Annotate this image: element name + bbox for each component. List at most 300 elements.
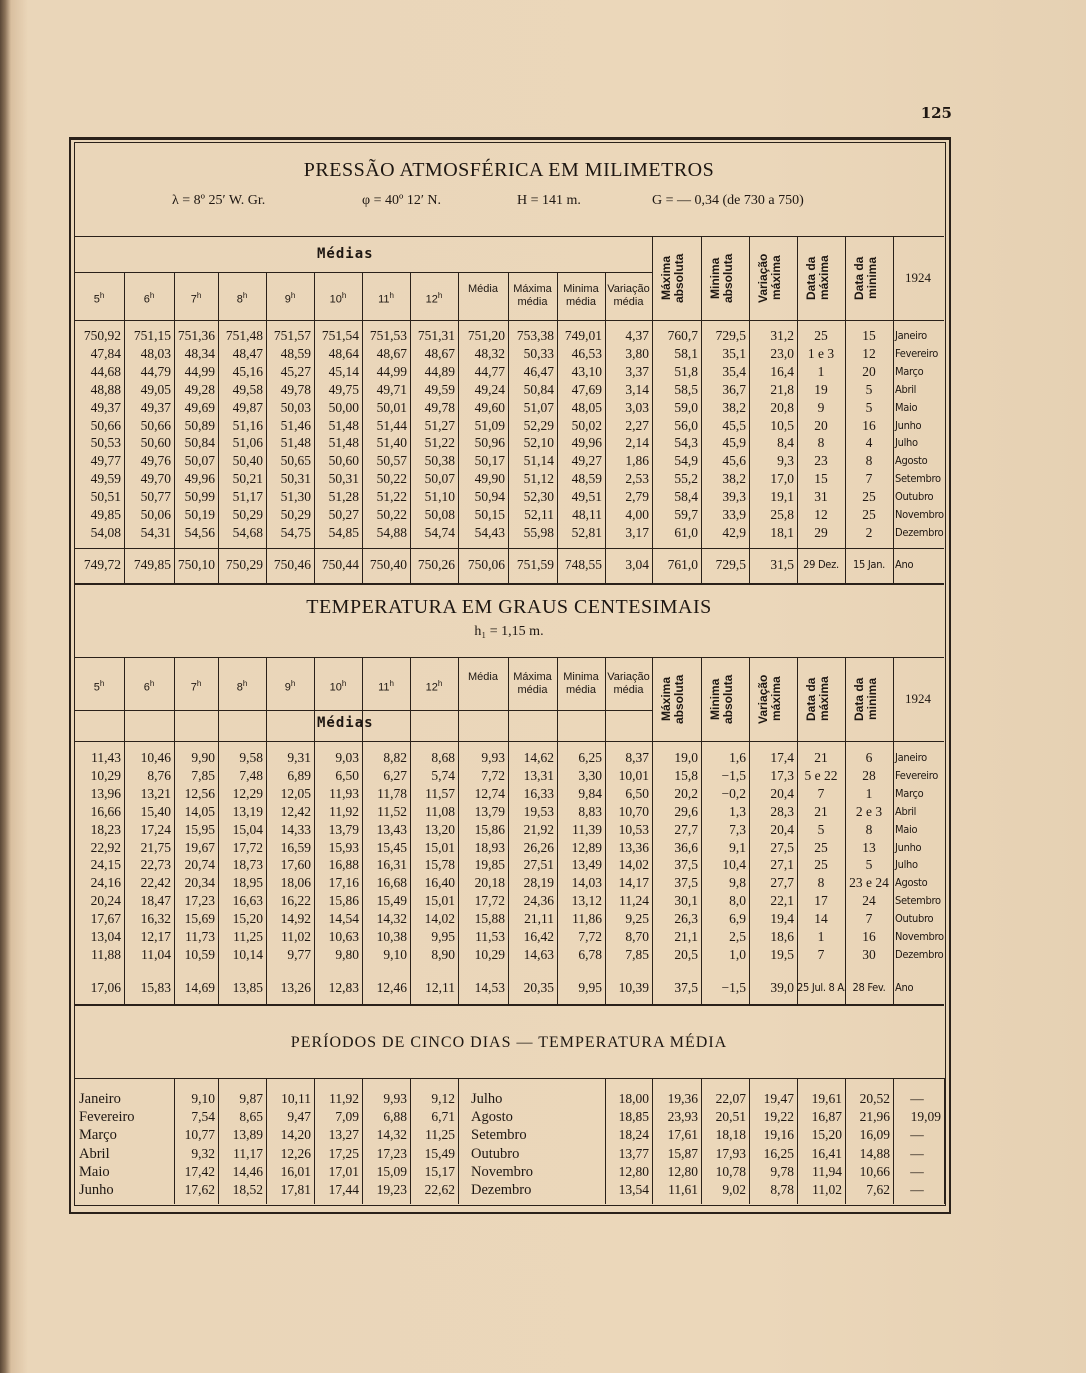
temperature-cell: 11,43 (91, 750, 121, 765)
pressure-cell: 52,10 (523, 435, 554, 451)
temperature-cell: 21,92 (523, 821, 554, 837)
temperature-header-bottom-rule (74, 741, 944, 742)
temperature-cell: 16,59 (280, 839, 311, 855)
periods-cell: 19,47 (763, 1091, 794, 1106)
pressure-cell: 48,67 (424, 345, 455, 361)
temperature-cell: 1,3 (729, 803, 746, 819)
temperature-cell: 18,6 (770, 929, 794, 944)
temperature-cell: 19,53 (523, 803, 554, 819)
pressure-cell: 45,27 (280, 363, 311, 379)
pressure-cell: 55,98 (523, 524, 554, 540)
pressure-param-altitude: H = 141 m. (517, 193, 581, 208)
temperature-cell: 12,17 (140, 929, 171, 944)
pressure-cell: 48,11 (572, 507, 602, 522)
temperature-cell: 10,29 (90, 767, 121, 783)
temperature-cell: 9,1 (729, 839, 746, 855)
temperature-cell-date: 30 (862, 946, 876, 962)
temperature-header-h8 (218, 677, 266, 695)
pressure-cell: 49,76 (140, 453, 171, 469)
temperature-cell-date: 1 (865, 785, 873, 801)
pressure-header-rot-0: Máxima absoluta (659, 253, 686, 303)
temperature-annual-cell: 14,69 (184, 980, 215, 995)
temperature-annual-cell: 20,35 (523, 980, 554, 995)
temperature-cell: 12,89 (571, 839, 602, 855)
pressure-cell: 48,03 (140, 345, 171, 361)
pressure-month-name: Dezembro (895, 525, 944, 539)
temperature-header-var-media: Variação média (607, 670, 650, 696)
pressure-cell: 48,88 (90, 381, 121, 397)
pressure-param-gravity: G = — 0,34 (de 730 a 750) (652, 193, 804, 208)
temperature-cell: 7,48 (239, 767, 263, 783)
temperature-cell-date: 7 (817, 946, 825, 962)
pressure-annual-cell: 761,0 (667, 557, 698, 572)
temperature-header-h10 (314, 677, 362, 695)
temperature-cell: 15,40 (140, 803, 171, 819)
temperature-cell: 15,04 (232, 821, 263, 837)
pressure-cell: 49,71 (376, 381, 407, 397)
periods-cell: 11,17 (233, 1145, 263, 1161)
temperature-cell: 18,73 (232, 857, 263, 873)
pressure-month-name: Março (895, 364, 924, 378)
pressure-cell-date: 20 (814, 417, 828, 433)
pressure-cell: 44,79 (140, 363, 171, 379)
temperature-header-hour-mark: h (196, 678, 202, 688)
pressure-month-name: Setembro (895, 472, 941, 486)
temperature-cell: 8,90 (431, 946, 455, 962)
pressure-month-name: Maio (895, 400, 918, 414)
pressure-cell: 49,70 (140, 471, 171, 487)
pressure-cell: 35,1 (722, 345, 746, 361)
temperature-cell: 8,68 (431, 750, 455, 765)
pressure-cell: 750,92 (83, 328, 121, 343)
temperature-cell: 21,1 (674, 929, 698, 944)
temperature-header-hour-mark: h (389, 678, 394, 688)
temperature-cell: 11,39 (572, 821, 602, 837)
temperature-cell: 11,88 (91, 946, 121, 962)
pressure-header-hour-mark: h (290, 291, 296, 300)
temperature-month-name: Abril (895, 804, 917, 818)
periods-cell: 18,85 (618, 1109, 649, 1125)
pressure-header-hour: 6 (143, 293, 150, 306)
pressure-cell: 54,85 (328, 524, 359, 540)
pressure-cell: 3,17 (625, 524, 649, 540)
temperature-cell: 8,0 (729, 893, 746, 909)
pressure-cell: 51,09 (474, 417, 505, 433)
pressure-cell: 50,17 (474, 453, 505, 469)
temperature-cell: 28,3 (770, 803, 794, 819)
temperature-cell: 28,19 (523, 875, 554, 891)
temperature-cell: 11,52 (377, 803, 407, 819)
temperature-cell-date: 28 (862, 767, 876, 783)
pressure-header-h9 (266, 289, 314, 307)
temperature-cell: 14,92 (280, 911, 311, 927)
pressure-cell: 50,15 (474, 507, 505, 522)
temperature-cell: 17,16 (328, 875, 359, 891)
periods-top-rule (74, 1078, 944, 1079)
temperature-cell-date: 25 (814, 839, 828, 855)
pressure-cell: 48,47 (232, 345, 263, 361)
pressure-cell: 4,00 (625, 507, 649, 522)
temperature-cell: 10,59 (184, 946, 215, 962)
pressure-cell: 44,99 (184, 363, 215, 379)
pressure-annual-cell: 749,72 (83, 557, 121, 572)
temperature-cell: 9,8 (729, 875, 746, 891)
pressure-header-hour-mark: h (149, 291, 155, 300)
pressure-header-h7 (174, 289, 218, 307)
periods-month-right: Dezembro (471, 1182, 532, 1198)
pressure-cell-date: 8 (865, 453, 873, 469)
periods-cell: 11,02 (812, 1182, 842, 1197)
temperature-annual-cell: 39,0 (770, 980, 794, 995)
pressure-title: PRESSÃO ATMOSFÉRICA EM MILIMETROS (303, 159, 715, 181)
temperature-cell: 5,74 (431, 767, 455, 783)
temperature-header-hour-mark: h (341, 678, 347, 688)
pressure-cell: 50,60 (328, 453, 359, 469)
periods-month-left: Fevereiro (79, 1109, 135, 1126)
pressure-cell: 50,66 (140, 417, 171, 433)
pressure-cell: 51,46 (280, 417, 311, 433)
periods-cell: 7,09 (335, 1109, 359, 1125)
pressure-cell: 45,9 (722, 435, 746, 451)
pressure-cell: 61,0 (674, 524, 698, 540)
pressure-cell: 3,37 (625, 363, 649, 379)
periods-cell: 15,09 (376, 1163, 407, 1179)
temperature-cell-date: 5 (817, 821, 825, 837)
pressure-cell: 2,27 (625, 417, 649, 433)
pressure-header-var-media: Variação média (607, 283, 650, 308)
pressure-cell: 52,29 (523, 417, 554, 433)
pressure-cell: 16,4 (770, 363, 794, 379)
pressure-cell: 50,02 (571, 417, 602, 433)
temperature-header-hour: 8 (236, 681, 243, 694)
temperature-cell: 14,54 (328, 911, 359, 927)
temperature-cell: 17,4 (770, 750, 794, 765)
temperature-cell: 16,32 (140, 911, 171, 927)
temperature-cell-date: 21 (814, 803, 828, 819)
temperature-annual-cell: 12,11 (425, 980, 455, 995)
pressure-cell: 45,6 (722, 453, 746, 469)
pressure-cell: 729,5 (715, 328, 746, 343)
pressure-cell-date: 9 (817, 399, 825, 415)
periods-cell: 9,87 (239, 1091, 263, 1106)
temperature-cell: 13,04 (90, 929, 121, 944)
pressure-cell: 49,96 (571, 435, 602, 451)
pressure-cell: 44,89 (424, 363, 455, 379)
periods-cell: 17,44 (328, 1182, 359, 1197)
temperature-month-name: Fevereiro (895, 768, 938, 782)
pressure-cell: 45,14 (328, 363, 359, 379)
pressure-cell: 48,05 (571, 399, 602, 415)
temperature-cell-date: 13 (862, 839, 876, 855)
pressure-cell: 51,48 (328, 435, 359, 451)
temperature-cell: 15,93 (328, 839, 359, 855)
temperature-month-name: Janeiro (895, 751, 927, 764)
temperature-cell: 20,2 (674, 785, 698, 801)
pressure-cell: 49,28 (184, 381, 215, 397)
pressure-cell: 49,78 (424, 399, 455, 415)
temperature-cell: 27,7 (770, 875, 794, 891)
temperature-cell: 22,42 (140, 875, 171, 891)
temperature-cell: 11,04 (141, 946, 171, 962)
pressure-header-hour-mark: h (99, 291, 105, 300)
pressure-cell: 751,31 (417, 328, 455, 343)
temperature-annual-cell: 12,46 (376, 980, 407, 995)
pressure-cell-date: 5 (865, 381, 873, 397)
pressure-month-name: Junho (895, 418, 922, 432)
temperature-medias-label: Médias (317, 715, 374, 731)
pressure-month-name: Fevereiro (895, 346, 938, 360)
periods-cell: 20,52 (859, 1091, 890, 1106)
temperature-cell: 6,50 (625, 785, 649, 801)
pressure-cell: 49,24 (474, 381, 505, 397)
pressure-annual-date: 29 Dez. (803, 558, 839, 571)
temperature-year-label: 1924 (905, 691, 931, 706)
temperature-cell: 11,73 (185, 929, 215, 944)
temperature-cell: 8,83 (578, 803, 602, 819)
temperature-cell: 15,95 (184, 821, 215, 837)
pressure-cell: 50,07 (184, 453, 215, 469)
pressure-month-name: Agosto (895, 454, 928, 468)
temperature-cell: 30,1 (674, 893, 698, 909)
temperature-cell-date: 2 e 3 (855, 803, 883, 819)
temperature-cell: 9,03 (335, 750, 359, 765)
pressure-header-top-rule (74, 236, 944, 237)
periods-month-left: Maio (79, 1163, 110, 1180)
temperature-cell: 11,24 (619, 893, 649, 909)
temperature-cell: 17,3 (770, 767, 794, 783)
temperature-cell: 2,5 (729, 929, 746, 944)
pressure-cell: 749,01 (564, 328, 602, 343)
pressure-medias-rule (74, 272, 652, 273)
temperature-header-rot-0: Máxima absoluta (659, 674, 686, 724)
periods-cell: 7,62 (866, 1182, 890, 1197)
pressure-annual-cell: 750,29 (225, 557, 263, 572)
temperature-cell: 10,70 (618, 803, 649, 819)
pressure-cell: 45,5 (722, 417, 746, 433)
temperature-cell: 1,0 (729, 946, 746, 962)
pressure-cell-date: 20 (862, 363, 876, 379)
pressure-cell: 50,51 (90, 489, 121, 505)
temperature-header-rot-3: Data da máxima (804, 676, 831, 722)
temperature-subtitle: h₁ = 1,15 m. (474, 624, 544, 639)
temperature-annual-cell: 37,5 (674, 980, 698, 995)
temperature-header-hour: 11 (378, 681, 390, 694)
pressure-header-h5 (74, 289, 124, 307)
temperature-cell-date: 14 (814, 911, 828, 927)
temperature-cell: 18,06 (280, 875, 311, 891)
pressure-annual-cell: 750,40 (369, 557, 407, 572)
periods-cell: 13,89 (232, 1127, 263, 1143)
pressure-cell: 49,58 (232, 381, 263, 397)
periods-cell: 17,62 (184, 1182, 215, 1197)
temperature-cell: 9,80 (335, 946, 359, 962)
periods-month-left: Março (79, 1127, 117, 1144)
periods-cell: 17,81 (280, 1182, 311, 1197)
temperature-cell-date: 1 (817, 929, 825, 944)
temperature-title: TEMPERATURA EM GRAUS CENTESIMAIS (306, 596, 712, 618)
pressure-cell: 51,17 (232, 489, 263, 505)
pressure-cell: 44,68 (90, 363, 121, 379)
temperature-cell: 27,7 (674, 821, 698, 837)
pressure-cell: 25,8 (770, 507, 794, 522)
pressure-year-label: 1924 (905, 270, 931, 285)
pressure-cell: 55,2 (674, 471, 698, 487)
temperature-cell: 16,66 (90, 803, 121, 819)
periods-cell: 19,22 (763, 1109, 794, 1125)
pressure-cell: 59,7 (674, 507, 698, 522)
pressure-header-rot-4: Data da minima (852, 256, 879, 300)
periods-cell: 19,36 (667, 1091, 698, 1106)
pressure-annual-cell: 31,5 (770, 557, 794, 572)
pressure-cell: 50,33 (523, 345, 554, 361)
pressure-cell: 751,53 (369, 328, 407, 343)
pressure-cell: 2,79 (625, 489, 649, 505)
temperature-cell: 15,78 (424, 857, 455, 873)
pressure-header-hour: 9 (284, 293, 291, 306)
pressure-cell: 3,80 (625, 345, 649, 361)
pressure-cell: 31,2 (770, 328, 794, 343)
temperature-cell: 17,24 (140, 821, 171, 837)
temperature-header-hour: 5 (93, 681, 100, 694)
temperature-cell: 16,33 (523, 785, 554, 801)
pressure-cell: 50,21 (232, 471, 263, 487)
temperature-cell: 24,16 (90, 875, 121, 891)
pressure-cell: 49,87 (232, 399, 263, 415)
temperature-cell: 16,42 (523, 929, 554, 944)
temperature-annual-cell: 13,26 (280, 980, 311, 995)
pressure-cell-date: 12 (862, 345, 876, 361)
temperature-cell: 13,31 (523, 767, 554, 783)
temperature-cell: 27,5 (770, 839, 794, 855)
pressure-header-h6 (124, 289, 174, 307)
pressure-cell: 9,3 (777, 453, 794, 469)
pressure-annual-cell: 750,46 (273, 557, 311, 572)
pressure-header-rot-3: Data da máxima (804, 255, 831, 301)
pressure-cell: 50,77 (140, 489, 171, 505)
pressure-header-hour: 10 (329, 293, 342, 306)
periods-month-right: Agosto (471, 1109, 513, 1126)
pressure-cell-date: 29 (814, 524, 828, 540)
pressure-param-latitude: φ = 40º 12′ N. (362, 193, 441, 208)
temperature-cell: 15,69 (184, 911, 215, 927)
temperature-cell-date: 6 (865, 750, 873, 765)
periods-cell: 16,01 (280, 1163, 311, 1179)
page-number: 125 (920, 104, 952, 122)
temperature-cell: 19,4 (770, 911, 794, 927)
pressure-cell: 50,19 (184, 507, 215, 522)
temperature-col-rule (893, 657, 894, 1004)
temperature-header-h12 (410, 677, 458, 695)
pressure-cell: 52,30 (523, 489, 554, 505)
periods-cell: 10,66 (859, 1163, 890, 1179)
temperature-cell: 16,31 (376, 857, 407, 873)
pressure-cell-date: 25 (862, 507, 876, 522)
pressure-header-min-media: Minima média (563, 283, 599, 308)
pressure-month-name: Novembro (895, 508, 944, 521)
pressure-cell: 20,8 (770, 399, 794, 415)
pressure-cell-date: 15 (862, 328, 876, 343)
temperature-cell: 18,93 (474, 839, 505, 855)
pressure-cell: 52,11 (524, 507, 554, 522)
periods-cell: 6,88 (383, 1109, 407, 1125)
pressure-annual-cell: 750,26 (417, 557, 455, 572)
periods-cell: 18,00 (618, 1091, 649, 1106)
periods-cell: 11,25 (425, 1127, 455, 1143)
pressure-cell-date: 1 (817, 363, 825, 379)
pressure-cell: 47,84 (90, 345, 121, 361)
pressure-cell: 21,8 (770, 381, 794, 397)
temperature-cell: 20,18 (474, 875, 505, 891)
pressure-cell: 50,08 (424, 507, 455, 522)
periods-cell: 14,32 (376, 1127, 407, 1143)
pressure-section-rule (74, 583, 944, 585)
temperature-cell: 13,19 (232, 803, 263, 819)
temperature-cell: 19,85 (474, 857, 505, 873)
pressure-cell: 54,9 (674, 453, 698, 469)
pressure-cell: 751,48 (225, 328, 263, 343)
temperature-cell-date: 8 (817, 875, 825, 891)
pressure-cell: 50,31 (280, 471, 311, 487)
periods-cell: 23,93 (667, 1109, 698, 1125)
temperature-cell: 17,67 (90, 911, 121, 927)
pressure-cell: 54,74 (424, 524, 455, 540)
periods-cell: 8,65 (239, 1109, 263, 1125)
temperature-header-rot-1: Minima absoluta (708, 674, 735, 724)
pressure-cell: 50,29 (232, 507, 263, 522)
temperature-cell: 12,56 (184, 785, 215, 801)
temperature-cell: 37,5 (674, 875, 698, 891)
temperature-header-hour: 6 (143, 681, 150, 694)
pressure-annual-date: 15 Jan. (852, 558, 886, 571)
periods-cell: 16,87 (811, 1109, 842, 1125)
pressure-month-name: Janeiro (895, 329, 927, 342)
temperature-cell: 17,72 (474, 893, 505, 909)
temperature-medias-rule (74, 710, 652, 711)
temperature-cell: 20,74 (184, 857, 215, 873)
temperature-annual-cell: 15,83 (140, 980, 171, 995)
pressure-cell: 49,59 (424, 381, 455, 397)
temperature-cell: 13,79 (474, 803, 505, 819)
temperature-header-hour: 10 (329, 681, 342, 694)
temperature-cell: 8,37 (625, 750, 649, 765)
periods-cell: 9,78 (770, 1163, 794, 1179)
pressure-cell: 50,99 (184, 489, 215, 505)
periods-col-rule (944, 1078, 945, 1204)
pressure-cell: 50,38 (424, 453, 455, 469)
pressure-cell: 51,14 (523, 453, 554, 469)
pressure-header-media: Média (468, 283, 498, 295)
periods-cell: 13,27 (328, 1127, 359, 1143)
temperature-cell: 9,10 (383, 946, 407, 962)
temperature-cell: 19,5 (770, 946, 794, 962)
pressure-cell: 48,34 (184, 345, 215, 361)
pressure-month-name: Outubro (895, 490, 934, 504)
temperature-cell: 13,21 (140, 785, 171, 801)
temperature-annual-date: 28 Fev. (852, 981, 886, 994)
pressure-cell: 50,65 (280, 453, 311, 469)
temperature-header-hour-mark: h (99, 678, 105, 688)
temperature-cell-date: 16 (862, 929, 876, 944)
pressure-annual-cell: 3,04 (625, 557, 649, 572)
temperature-cell: 13,49 (571, 857, 602, 873)
pressure-cell: 58,4 (674, 489, 698, 505)
temperature-cell: 1,6 (729, 750, 746, 765)
temperature-header-h7 (174, 677, 218, 695)
pressure-annual-label: Ano (895, 558, 914, 571)
temperature-cell: 7,72 (578, 929, 602, 944)
pressure-cell-date: 23 (814, 453, 828, 469)
temperature-cell: 21,75 (140, 839, 171, 855)
